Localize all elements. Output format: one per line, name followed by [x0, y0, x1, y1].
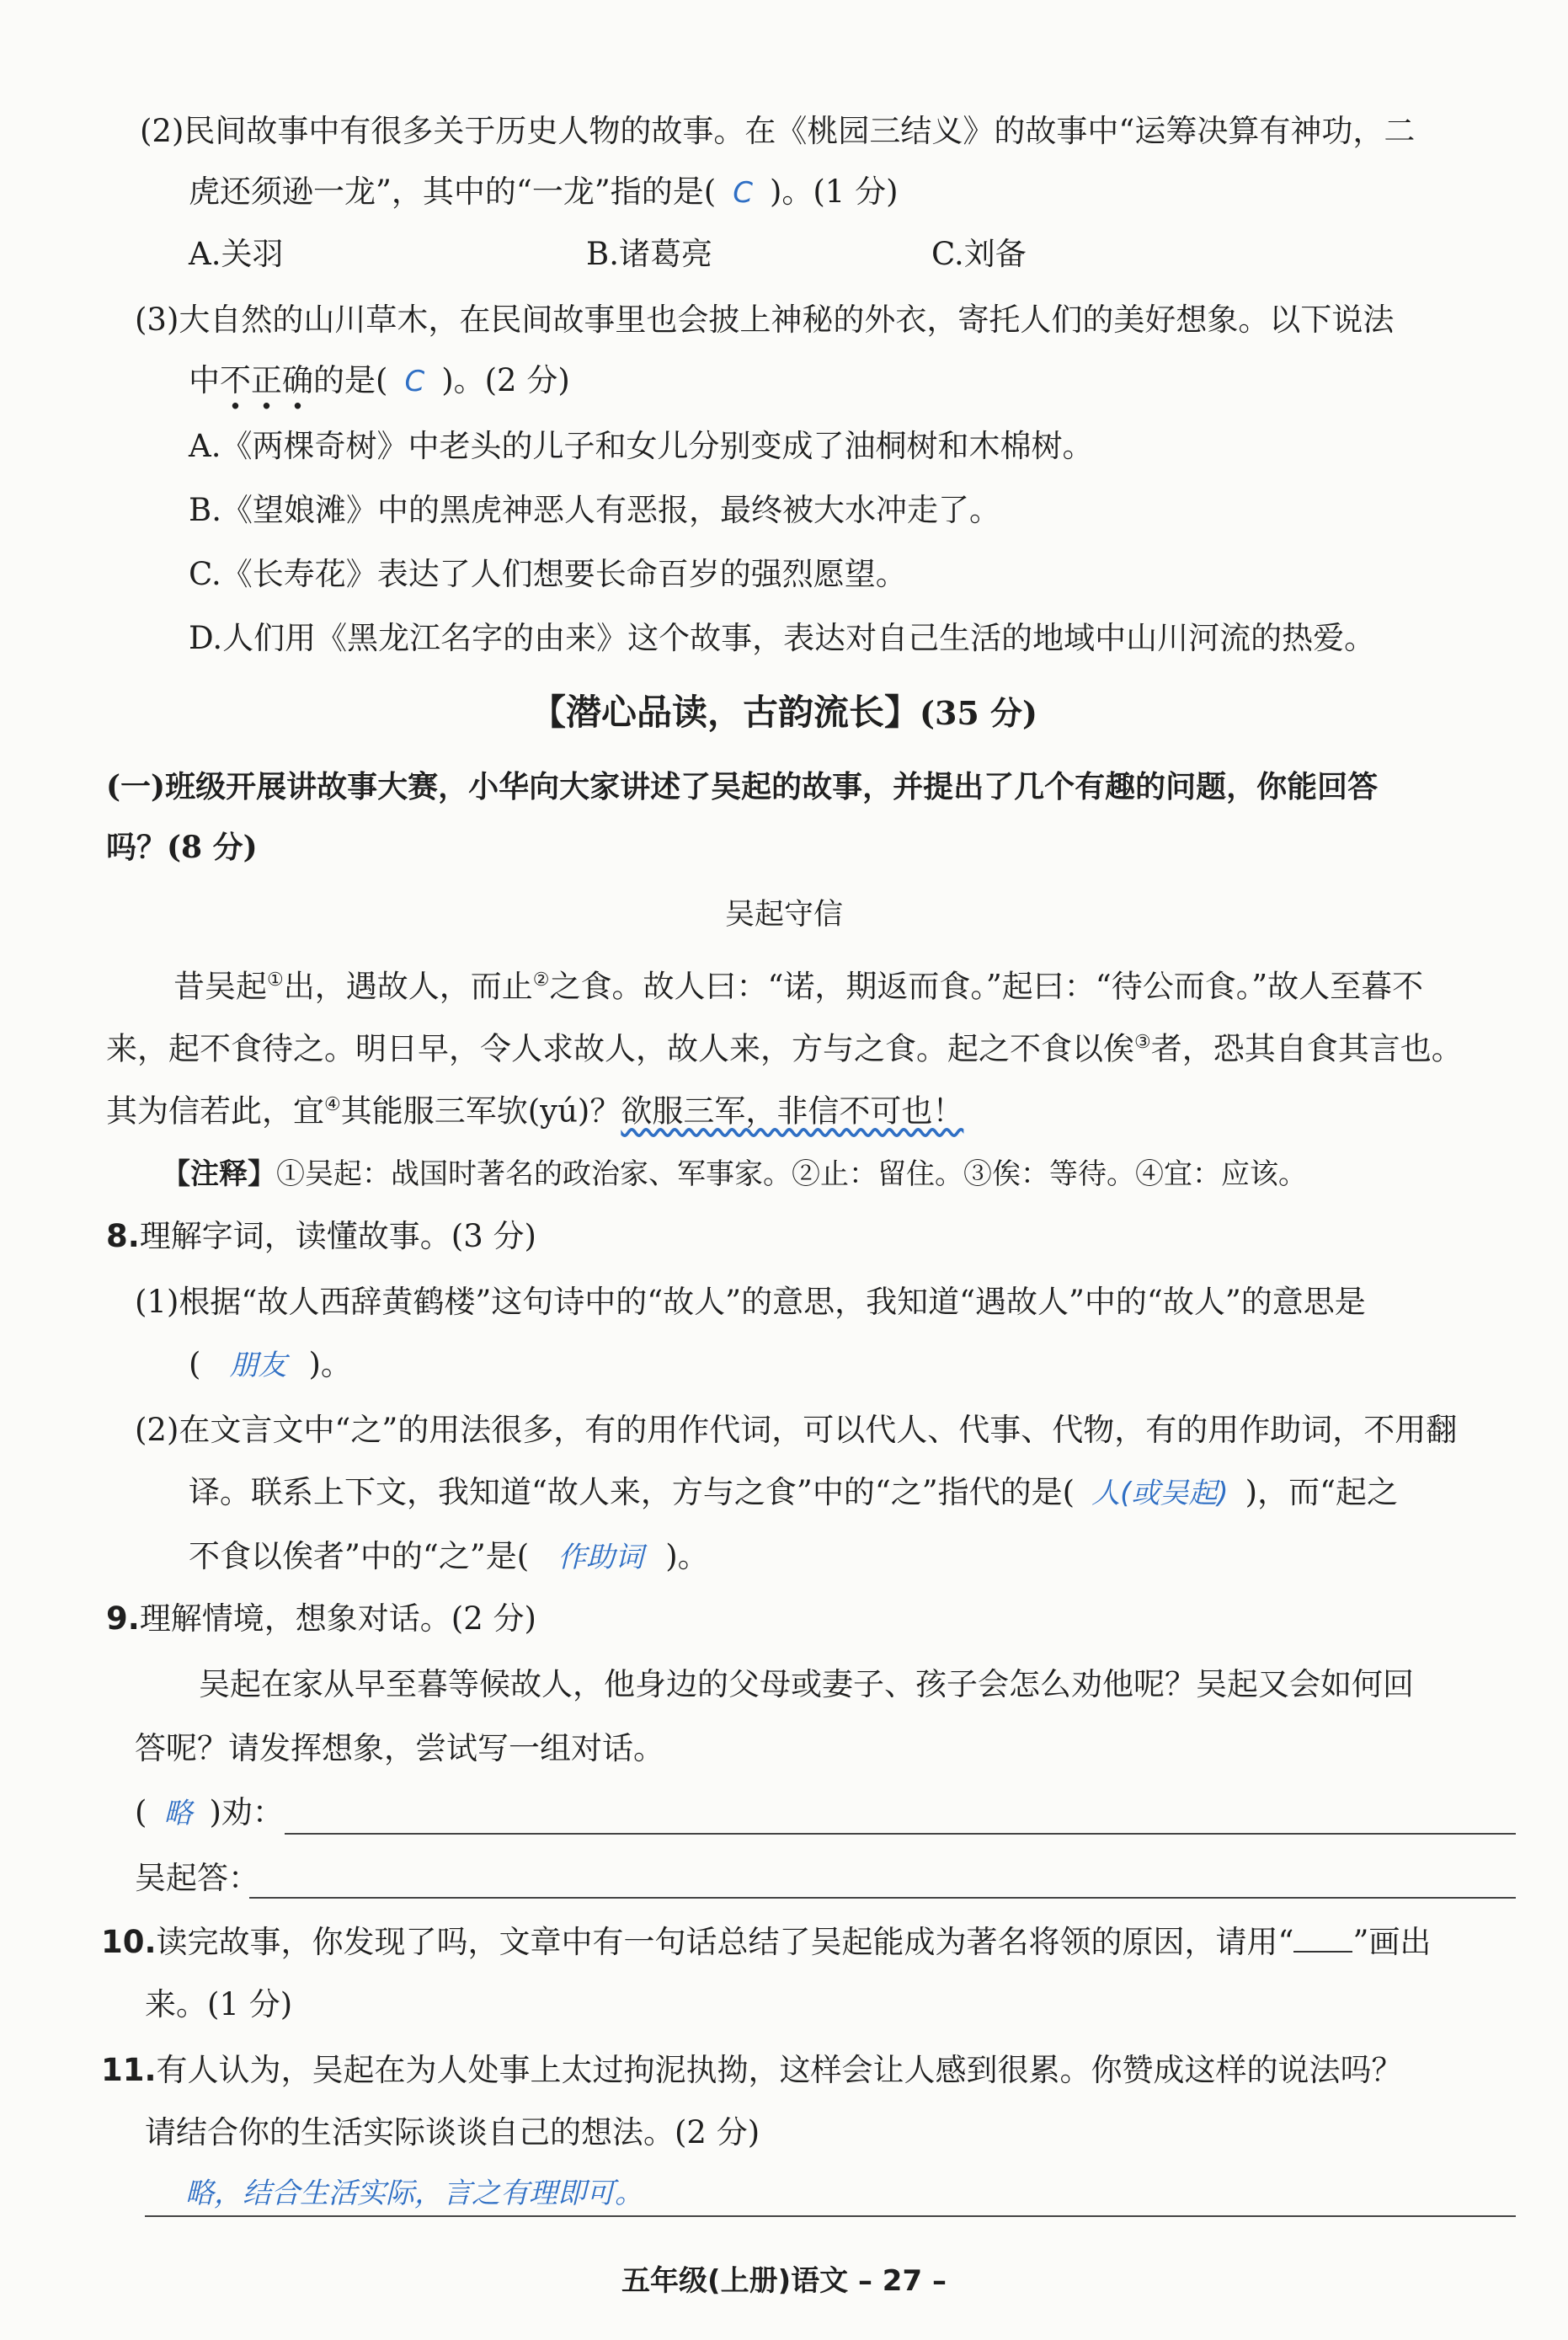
q8-part1-open: ( [189, 1346, 201, 1382]
notes-label: 【注释】 [162, 1157, 276, 1191]
q10-line1-b: ”画出 [1352, 1924, 1432, 1960]
q9-persuade-answer-line[interactable] [285, 1833, 1516, 1835]
q8-part2-line1: (2)在文言文中“之”的用法很多，有的用作代词，可以代人、代事、代物，有的用作助词，不用翻 [135, 1412, 1458, 1448]
q10-number: 10. [101, 1924, 157, 1960]
q8-part2-stem-d: )。 [665, 1538, 709, 1574]
story-line3-b: 其能服三军欤(yú)？ [340, 1093, 621, 1130]
q11-line1-text: 有人认为，吴起在为人处事上太过拘泥执拗，这样会让人感到很累。你赞成这样的说法吗？ [156, 2052, 1403, 2088]
q9-quote-close: )劝： [209, 1794, 284, 1830]
q11-answer-line[interactable] [145, 2215, 1516, 2217]
q7-part2-option-c: C.刘备 [931, 236, 1027, 272]
q10-line1 [101, 1922, 1431, 1963]
part1-intro-line2: 吗？(8 分) [106, 830, 258, 865]
q8-part2-line2 [189, 1472, 1398, 1514]
q7-part2-stem: 虎还须逊一龙”，其中的“一龙”指的是( [189, 174, 717, 210]
q8-part1-close: )。 [308, 1346, 352, 1382]
q9-quote-answer: 略 [163, 1797, 193, 1830]
q7-part3-option-b: B.《望娘滩》中的黑虎神恶人有恶报，最终被大水冲走了。 [189, 492, 1000, 528]
section-title-text: 【潜心品读，古韵流长】 [530, 692, 920, 733]
q7-part3-emphasis-1: 不 [220, 362, 251, 398]
story-line3 [106, 1085, 963, 1131]
page-footer: 五年级(上册)语文 – 27 – [621, 2264, 947, 2298]
q8-part2-answer2: 作助词 [557, 1541, 644, 1574]
notes-text: ①吴起：战国时著名的政治家、军事家。②止：留住。③俟：等待。④宜：应该。 [276, 1157, 1307, 1191]
story-notes [162, 1154, 1307, 1194]
q7-part3-answer: C [404, 365, 425, 398]
q7-part2-answer: C [733, 176, 753, 210]
q7-part3-option-a: A.《两棵奇树》中老头的儿子和女儿分别变成了油桐树和木棉树。 [189, 428, 1094, 464]
story-title: 吴起守信 [724, 898, 843, 932]
story-line1-c: 之食。故人曰：“诺，期返而食。”起曰：“待公而食。”故人至暮不 [549, 968, 1424, 1005]
section-score: (35 分) [919, 694, 1038, 732]
q8-part2-stem-c: 不食以俟者”中的“之”是( [189, 1538, 530, 1574]
q7-part2-score: )。(1 分) [769, 174, 899, 210]
q11-line2: 请结合你的生活实际谈谈自己的想法。(2 分) [145, 2114, 760, 2150]
part1-intro-line1: (一)班级开展讲故事大赛，小华向大家讲述了吴起的故事，并提出了几个有趣的问题，你能回答 [106, 769, 1379, 804]
q8-part2-answer1: 人(或吴起) [1091, 1477, 1229, 1510]
q7-part3-line1: (3)大自然的山川草木，在民间故事里也会披上神秘的外衣，寄托人们的美好想象。以下说法 [135, 302, 1395, 338]
q7-part2-option-b: B.诸葛亮 [586, 236, 712, 272]
footnote-mark-4: ④ [324, 1094, 341, 1115]
story-line1-b: 出，遇故人，而止 [283, 968, 533, 1005]
q11-number: 11. [101, 2052, 157, 2088]
q8-part2-stem-a: 译。联系上下文，我知道“故人来，方与之食”中的“之”指代的是( [189, 1474, 1075, 1510]
q9-line2: 答呢？请发挥想象，尝试写一组对话。 [135, 1730, 664, 1766]
story-line1 [173, 960, 1423, 1007]
q9-reply-answer-line[interactable] [249, 1897, 1516, 1899]
q7-part2-option-a: A.关羽 [189, 236, 284, 272]
story-line3-a: 其为信若此，宜 [106, 1093, 324, 1130]
story-line2-a: 来，起不食待之。明日早，令人求故人，故人来，方与之食。起之不食以俟 [106, 1030, 1134, 1067]
q8-part1-answer: 朋友 [229, 1349, 287, 1382]
q8-part2-stem-b: )，而“起之 [1245, 1474, 1398, 1510]
q9-title-text: 理解情境，想象对话。(2 分) [139, 1600, 536, 1637]
q9-number: 9. [106, 1600, 140, 1637]
footnote-mark-3: ③ [1134, 1032, 1151, 1053]
q10-underline-symbol [1293, 1926, 1352, 1953]
q7-part3-option-c: C.《长寿花》表达了人们想要长命百岁的强烈愿望。 [189, 556, 907, 592]
story-key-sentence: 欲服三军，非信不可也！ [621, 1093, 964, 1130]
q10-line1-a: 读完故事，你发现了吗，文章中有一句话总结了吴起能成为著名将领的原因，请用“ [156, 1924, 1294, 1960]
q7-part3-option-d: D.人们用《黑龙江名字的由来》这个故事，表达对自己生活的地域中山川河流的热爱。 [189, 620, 1376, 656]
q8-part1-line2 [189, 1344, 352, 1386]
q7-part3-stem: 的是( [313, 362, 388, 398]
q9-line1: 吴起在家从早至暮等候故人，他身边的父母或妻子、孩子会怎么劝他呢？吴起又会如何回 [199, 1666, 1414, 1702]
section-title [0, 691, 1568, 735]
story-line2-b: 者，恐其自食其言也。 [1150, 1030, 1463, 1067]
q7-part3-score: )。(2 分) [441, 362, 570, 398]
q11-answer: 略，结合生活实际，言之有理即可。 [185, 2177, 643, 2210]
q7-part3-line2 [189, 361, 570, 402]
q7-part3-emphasis-2: 正 [251, 362, 282, 398]
footnote-mark-1: ① [267, 970, 284, 991]
q10-line2: 来。(1 分) [145, 1986, 293, 2022]
story-line1-a: 昔吴起 [173, 968, 267, 1005]
q8-part2-line3 [189, 1536, 709, 1578]
story-line2 [106, 1023, 1463, 1069]
q8-title [106, 1216, 536, 1257]
q7-part3-emphasis-3: 确 [282, 362, 313, 398]
q9-quote-open: ( [135, 1794, 147, 1830]
q9-persuade-row [135, 1792, 284, 1834]
q7-part2-line1: (2)民间故事中有很多关于历史人物的故事。在《桃园三结义》的故事中“运筹决算有神功，二 [140, 113, 1416, 149]
q8-number: 8. [106, 1218, 140, 1254]
q9-title [106, 1599, 536, 1639]
q7-part3-prefix: 中 [189, 362, 220, 398]
q8-title-text: 理解字词，读懂故事。(3 分) [139, 1218, 536, 1254]
footnote-mark-2: ② [532, 970, 550, 991]
q8-part1-line1: (1)根据“故人西辞黄鹤楼”这句诗中的“故人”的意思，我知道“遇故人”中的“故人”的意思是 [135, 1284, 1366, 1320]
q7-part2-line2 [189, 172, 899, 213]
q9-reply-row: 吴起答： [135, 1860, 259, 1896]
q11-line1 [101, 2050, 1403, 2091]
